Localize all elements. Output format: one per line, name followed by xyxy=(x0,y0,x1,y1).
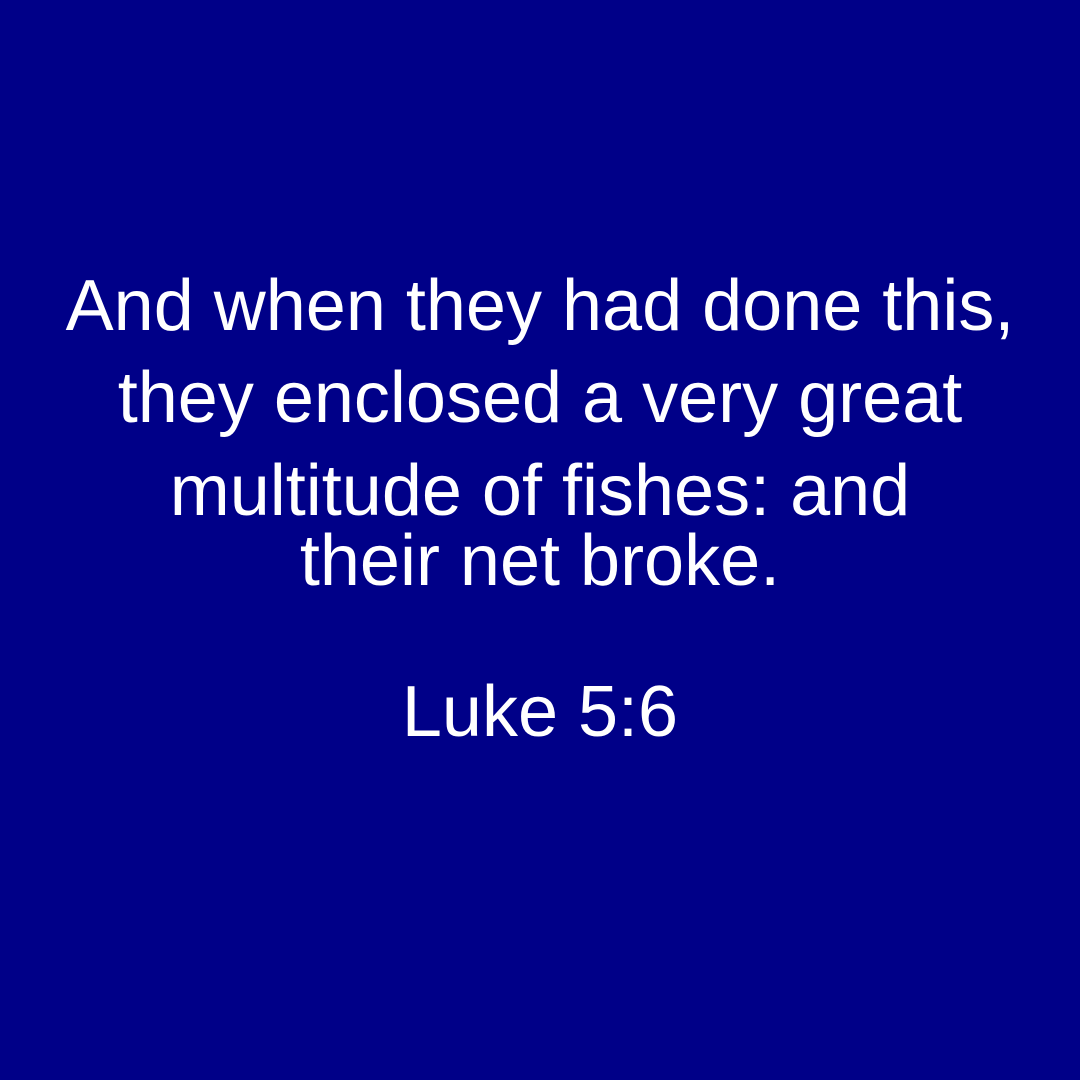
verse-line-2: they enclosed a very great xyxy=(117,358,963,438)
verse-line-1: And when they had done this, xyxy=(65,266,1015,346)
verse-line-4: their net broke. xyxy=(299,521,781,601)
verse-text xyxy=(0,266,1080,601)
verse-line-3: multitude of fishes: and xyxy=(169,451,911,531)
scripture-reference: Luke 5:6 xyxy=(401,672,679,752)
